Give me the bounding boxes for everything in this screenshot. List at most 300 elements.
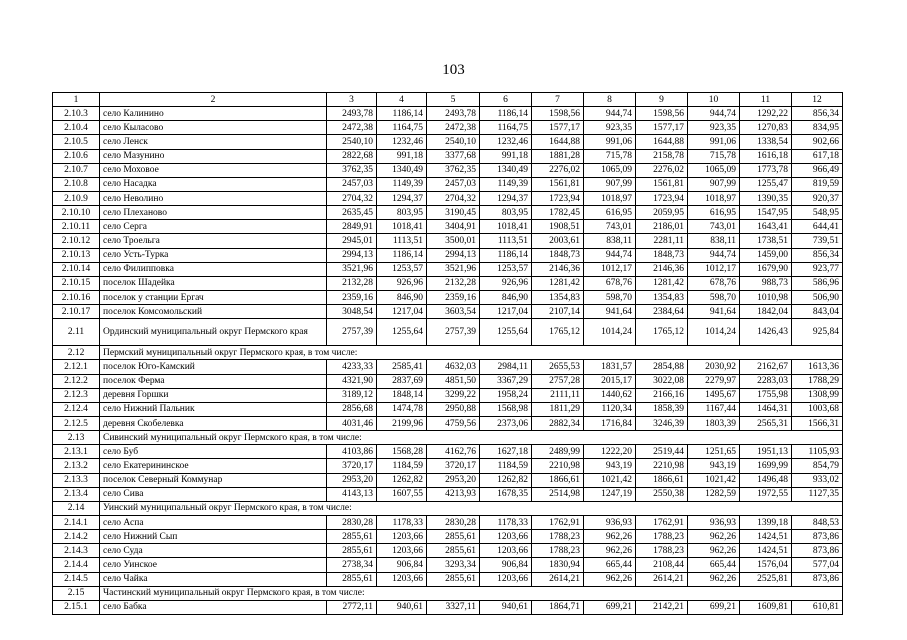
row-code: 2.10.5 [53, 135, 100, 149]
value-cell: 1294,37 [377, 191, 427, 205]
value-cell: 1232,46 [480, 135, 532, 149]
value-cell: 991,18 [480, 149, 532, 163]
value-cell: 2279,97 [688, 374, 740, 388]
value-cell: 4233,33 [327, 360, 377, 374]
value-cell: 1738,51 [740, 234, 792, 248]
value-cell: 843,04 [792, 305, 843, 319]
value-cell: 944,74 [584, 107, 636, 121]
locality-name: село Кыласово [100, 121, 327, 135]
value-cell: 3404,91 [427, 220, 480, 234]
value-cell: 1247,19 [584, 487, 636, 501]
value-cell: 1866,61 [532, 473, 584, 487]
value-cell: 616,95 [584, 206, 636, 220]
value-cell: 617,18 [792, 149, 843, 163]
table-row [53, 305, 843, 319]
value-cell: 3246,39 [636, 416, 688, 430]
value-cell: 1831,57 [584, 360, 636, 374]
locality-name: село Буб [100, 445, 327, 459]
value-cell: 3299,22 [427, 388, 480, 402]
locality-name: село Бабка [100, 600, 327, 614]
value-cell: 1788,23 [636, 544, 688, 558]
value-cell: 926,96 [377, 276, 427, 290]
value-cell: 2757,39 [327, 319, 377, 346]
table-row [53, 487, 843, 501]
value-cell: 1459,00 [740, 248, 792, 262]
value-cell: 1881,28 [532, 149, 584, 163]
value-cell: 1609,81 [740, 600, 792, 614]
locality-name: село Неволино [100, 191, 327, 205]
table-row [53, 600, 843, 614]
table-row [53, 177, 843, 191]
value-cell: 1424,51 [740, 544, 792, 558]
locality-name: село Ленск [100, 135, 327, 149]
value-cell: 1723,94 [636, 191, 688, 205]
value-cell: 1842,04 [740, 305, 792, 319]
value-cell: 966,49 [792, 163, 843, 177]
value-cell: 1262,82 [377, 473, 427, 487]
value-cell: 2585,41 [377, 360, 427, 374]
value-cell: 936,93 [584, 515, 636, 529]
value-cell: 1164,75 [480, 121, 532, 135]
value-cell: 848,53 [792, 515, 843, 529]
table-row [53, 191, 843, 205]
value-cell: 2132,28 [427, 276, 480, 290]
value-cell: 1426,43 [740, 319, 792, 346]
value-cell: 2540,10 [327, 135, 377, 149]
header-cell: 5 [427, 93, 480, 107]
locality-name: село Моховое [100, 163, 327, 177]
locality-name: село Калинино [100, 107, 327, 121]
value-cell: 907,99 [688, 177, 740, 191]
value-cell: 1178,33 [480, 515, 532, 529]
value-cell: 1253,57 [377, 262, 427, 276]
value-cell: 926,96 [480, 276, 532, 290]
value-cell: 803,95 [377, 206, 427, 220]
value-cell: 2158,78 [636, 149, 688, 163]
value-cell: 2132,28 [327, 276, 377, 290]
table-row [53, 206, 843, 220]
value-cell: 1065,09 [688, 163, 740, 177]
value-cell: 941,64 [688, 305, 740, 319]
locality-name: село Плеханово [100, 206, 327, 220]
value-cell: 1186,14 [480, 107, 532, 121]
locality-name: деревня Горшки [100, 388, 327, 402]
value-cell: 2276,02 [532, 163, 584, 177]
value-cell: 1866,61 [636, 473, 688, 487]
section-row [53, 346, 843, 360]
value-cell: 2210,98 [636, 459, 688, 473]
section-title: Уинский муниципальный округ Пермского края, в том числе: [100, 501, 843, 515]
value-cell: 1723,94 [532, 191, 584, 205]
locality-name: село Екатерининское [100, 459, 327, 473]
value-cell: 3521,96 [327, 262, 377, 276]
value-cell: 920,37 [792, 191, 843, 205]
value-cell: 1065,09 [584, 163, 636, 177]
value-cell: 715,78 [688, 149, 740, 163]
value-cell: 1184,59 [377, 459, 427, 473]
table-row [53, 515, 843, 529]
value-cell: 1203,66 [480, 572, 532, 586]
table-row [53, 234, 843, 248]
value-cell: 1788,23 [636, 530, 688, 544]
value-cell: 3762,35 [327, 163, 377, 177]
table-row [53, 445, 843, 459]
value-cell: 1788,29 [792, 374, 843, 388]
value-cell: 2704,32 [327, 191, 377, 205]
value-cell: 1561,81 [532, 177, 584, 191]
value-cell: 2519,44 [636, 445, 688, 459]
locality-name: село Серга [100, 220, 327, 234]
value-cell: 1627,18 [480, 445, 532, 459]
value-cell: 819,59 [792, 177, 843, 191]
value-cell: 1217,04 [377, 305, 427, 319]
row-code: 2.10.13 [53, 248, 100, 262]
value-cell: 2855,61 [427, 530, 480, 544]
row-code: 2.14.4 [53, 558, 100, 572]
value-cell: 2186,01 [636, 220, 688, 234]
value-cell: 1184,59 [480, 459, 532, 473]
value-cell: 4143,13 [327, 487, 377, 501]
value-cell: 962,26 [584, 530, 636, 544]
value-cell: 1577,17 [636, 121, 688, 135]
value-cell: 3377,68 [427, 149, 480, 163]
row-code: 2.10.4 [53, 121, 100, 135]
value-cell: 743,01 [584, 220, 636, 234]
value-cell: 873,86 [792, 544, 843, 558]
row-code: 2.12.5 [53, 416, 100, 430]
value-cell: 1012,17 [584, 262, 636, 276]
value-cell: 3327,11 [427, 600, 480, 614]
row-code: 2.12.1 [53, 360, 100, 374]
value-cell: 699,21 [584, 600, 636, 614]
value-cell: 2738,34 [327, 558, 377, 572]
value-cell: 4321,90 [327, 374, 377, 388]
value-cell: 1858,39 [636, 402, 688, 416]
value-cell: 925,84 [792, 319, 843, 346]
row-code: 2.10.17 [53, 305, 100, 319]
value-cell: 1203,66 [377, 530, 427, 544]
value-cell: 2059,95 [636, 206, 688, 220]
value-cell: 1012,17 [688, 262, 740, 276]
value-cell: 1308,99 [792, 388, 843, 402]
value-cell: 2565,31 [740, 416, 792, 430]
locality-name: деревня Скобелевка [100, 416, 327, 430]
value-cell: 991,18 [377, 149, 427, 163]
value-cell: 3048,54 [327, 305, 377, 319]
value-cell: 2457,03 [327, 177, 377, 191]
table-row [53, 360, 843, 374]
value-cell: 944,74 [688, 248, 740, 262]
header-cell: 11 [740, 93, 792, 107]
value-cell: 506,90 [792, 290, 843, 304]
value-cell: 1474,78 [377, 402, 427, 416]
value-cell: 2855,61 [427, 572, 480, 586]
value-cell: 4213,93 [427, 487, 480, 501]
value-cell: 699,21 [688, 600, 740, 614]
value-cell: 4759,56 [427, 416, 480, 430]
value-cell: 1178,33 [377, 515, 427, 529]
value-cell: 586,96 [792, 276, 843, 290]
value-cell: 1390,35 [740, 191, 792, 205]
value-cell: 3762,35 [427, 163, 480, 177]
table-row [53, 276, 843, 290]
row-code: 2.10.16 [53, 290, 100, 304]
header-cell: 4 [377, 93, 427, 107]
locality-name: село Сива [100, 487, 327, 501]
value-cell: 1613,36 [792, 360, 843, 374]
locality-name: Ординский муниципальный округ Пермского края [100, 319, 327, 346]
row-code: 2.12.3 [53, 388, 100, 402]
value-cell: 4103,86 [327, 445, 377, 459]
value-cell: 2373,06 [480, 416, 532, 430]
value-cell: 2550,38 [636, 487, 688, 501]
value-cell: 1120,34 [584, 402, 636, 416]
value-cell: 1186,14 [377, 107, 427, 121]
table-row [53, 121, 843, 135]
header-cell: 8 [584, 93, 636, 107]
value-cell: 2855,61 [327, 530, 377, 544]
value-cell: 1762,91 [532, 515, 584, 529]
value-cell: 2210,98 [532, 459, 584, 473]
value-cell: 2283,03 [740, 374, 792, 388]
row-code: 2.15.1 [53, 600, 100, 614]
value-cell: 2472,38 [327, 121, 377, 135]
value-cell: 2166,16 [636, 388, 688, 402]
locality-name: село Нижний Пальник [100, 402, 327, 416]
value-cell: 1354,83 [532, 290, 584, 304]
table-row [53, 459, 843, 473]
value-cell: 2855,61 [327, 544, 377, 558]
value-cell: 2757,28 [532, 374, 584, 388]
row-code: 2.10.11 [53, 220, 100, 234]
value-cell: 1255,64 [377, 319, 427, 346]
value-cell: 1281,42 [636, 276, 688, 290]
value-cell: 923,35 [584, 121, 636, 135]
value-cell: 4851,50 [427, 374, 480, 388]
value-cell: 2359,16 [327, 290, 377, 304]
value-cell: 2855,61 [427, 544, 480, 558]
value-cell: 1292,22 [740, 107, 792, 121]
value-cell: 1018,97 [688, 191, 740, 205]
section-title: Пермский муниципальный округ Пермского края, в том числе: [100, 346, 843, 360]
value-cell: 2281,11 [636, 234, 688, 248]
row-code: 2.10.3 [53, 107, 100, 121]
value-cell: 1281,42 [532, 276, 584, 290]
value-cell: 1018,97 [584, 191, 636, 205]
value-cell: 2950,88 [427, 402, 480, 416]
value-cell: 1203,66 [377, 572, 427, 586]
table-row [53, 530, 843, 544]
value-cell: 944,74 [584, 248, 636, 262]
value-cell: 902,66 [792, 135, 843, 149]
value-cell: 1338,54 [740, 135, 792, 149]
value-cell: 2003,61 [532, 234, 584, 248]
value-cell: 3189,12 [327, 388, 377, 402]
value-cell: 1788,23 [532, 544, 584, 558]
value-cell: 2142,21 [636, 600, 688, 614]
value-cell: 3022,08 [636, 374, 688, 388]
value-cell: 665,44 [688, 558, 740, 572]
value-cell: 1354,83 [636, 290, 688, 304]
value-cell: 1010,98 [740, 290, 792, 304]
value-cell: 1644,88 [636, 135, 688, 149]
value-cell: 988,73 [740, 276, 792, 290]
value-cell: 1803,39 [688, 416, 740, 430]
value-cell: 743,01 [688, 220, 740, 234]
value-cell: 2384,64 [636, 305, 688, 319]
value-cell: 1203,66 [480, 530, 532, 544]
row-code: 2.12.2 [53, 374, 100, 388]
value-cell: 1773,78 [740, 163, 792, 177]
locality-name: село Насадка [100, 177, 327, 191]
value-cell: 1399,18 [740, 515, 792, 529]
value-cell: 1848,73 [532, 248, 584, 262]
header-cell: 1 [53, 93, 100, 107]
value-cell: 644,41 [792, 220, 843, 234]
value-cell: 943,19 [688, 459, 740, 473]
section-title: Сивинский муниципальный округ Пермского края, в том числе: [100, 431, 843, 445]
table-row [53, 135, 843, 149]
value-cell: 1018,41 [480, 220, 532, 234]
value-cell: 991,06 [688, 135, 740, 149]
value-cell: 2146,36 [532, 262, 584, 276]
value-cell: 856,34 [792, 248, 843, 262]
value-cell: 1495,67 [688, 388, 740, 402]
value-cell: 2984,11 [480, 360, 532, 374]
value-cell: 1607,55 [377, 487, 427, 501]
value-cell: 1755,98 [740, 388, 792, 402]
value-cell: 1848,14 [377, 388, 427, 402]
value-cell: 1186,14 [480, 248, 532, 262]
row-code: 2.14.3 [53, 544, 100, 558]
locality-name: село Усть-Турка [100, 248, 327, 262]
value-cell: 2994,13 [427, 248, 480, 262]
value-cell: 1643,41 [740, 220, 792, 234]
value-cell: 1765,12 [532, 319, 584, 346]
row-code: 2.10.12 [53, 234, 100, 248]
locality-name: село Мазунино [100, 149, 327, 163]
value-cell: 598,70 [688, 290, 740, 304]
row-code: 2.10.7 [53, 163, 100, 177]
value-cell: 4632,03 [427, 360, 480, 374]
value-cell: 1616,18 [740, 149, 792, 163]
value-cell: 1127,35 [792, 487, 843, 501]
value-cell: 1262,82 [480, 473, 532, 487]
value-cell: 1203,66 [480, 544, 532, 558]
header-cell: 2 [100, 93, 327, 107]
value-cell: 1716,84 [584, 416, 636, 430]
value-cell: 838,11 [688, 234, 740, 248]
value-cell: 1424,51 [740, 530, 792, 544]
value-cell: 940,61 [377, 600, 427, 614]
value-cell: 923,35 [688, 121, 740, 135]
page-number: 103 [442, 62, 465, 78]
table-row [53, 248, 843, 262]
table-row [53, 473, 843, 487]
value-cell: 1598,56 [636, 107, 688, 121]
row-code: 2.14.1 [53, 515, 100, 529]
value-cell: 678,76 [584, 276, 636, 290]
value-cell: 803,95 [480, 206, 532, 220]
section-title: Частинский муниципальный округ Пермского края, в том числе: [100, 586, 843, 600]
table-row [53, 558, 843, 572]
value-cell: 1021,42 [584, 473, 636, 487]
value-cell: 2855,61 [327, 572, 377, 586]
table-row [53, 388, 843, 402]
value-cell: 1270,83 [740, 121, 792, 135]
table-row [53, 544, 843, 558]
value-cell: 1203,66 [377, 544, 427, 558]
value-cell: 1149,39 [480, 177, 532, 191]
row-code: 2.13.4 [53, 487, 100, 501]
value-cell: 1811,29 [532, 402, 584, 416]
locality-name: поселок у станции Ергач [100, 290, 327, 304]
value-cell: 1577,17 [532, 121, 584, 135]
table-row [53, 319, 843, 346]
value-cell: 2359,16 [427, 290, 480, 304]
value-cell: 962,26 [688, 530, 740, 544]
value-cell: 2849,91 [327, 220, 377, 234]
value-cell: 2953,20 [327, 473, 377, 487]
value-cell: 1251,65 [688, 445, 740, 459]
value-cell: 2146,36 [636, 262, 688, 276]
value-cell: 1951,13 [740, 445, 792, 459]
value-cell: 1440,62 [584, 388, 636, 402]
value-cell: 936,93 [688, 515, 740, 529]
value-cell: 3293,34 [427, 558, 480, 572]
value-cell: 3190,45 [427, 206, 480, 220]
value-cell: 678,76 [688, 276, 740, 290]
value-cell: 1253,57 [480, 262, 532, 276]
row-code: 2.11 [53, 319, 100, 346]
section-code: 2.15 [53, 586, 100, 600]
value-cell: 1598,56 [532, 107, 584, 121]
value-cell: 1972,55 [740, 487, 792, 501]
value-cell: 1678,35 [480, 487, 532, 501]
value-cell: 1164,75 [377, 121, 427, 135]
header-cell: 3 [327, 93, 377, 107]
value-cell: 2111,11 [532, 388, 584, 402]
value-cell: 962,26 [584, 544, 636, 558]
value-cell: 846,90 [377, 290, 427, 304]
value-cell: 2457,03 [427, 177, 480, 191]
value-cell: 1105,93 [792, 445, 843, 459]
section-row [53, 431, 843, 445]
section-row [53, 586, 843, 600]
value-cell: 1568,28 [377, 445, 427, 459]
row-code: 2.10.14 [53, 262, 100, 276]
header-cell: 10 [688, 93, 740, 107]
row-code: 2.14.5 [53, 572, 100, 586]
value-cell: 2830,28 [427, 515, 480, 529]
value-cell: 1762,91 [636, 515, 688, 529]
value-cell: 2514,98 [532, 487, 584, 501]
value-cell: 1576,04 [740, 558, 792, 572]
value-cell: 548,95 [792, 206, 843, 220]
row-code: 2.10.8 [53, 177, 100, 191]
value-cell: 2854,88 [636, 360, 688, 374]
value-cell: 906,84 [377, 558, 427, 572]
value-cell: 2493,78 [427, 107, 480, 121]
locality-name: село Троельга [100, 234, 327, 248]
locality-name: поселок Северный Коммунар [100, 473, 327, 487]
header-cell: 12 [792, 93, 843, 107]
value-cell: 1014,24 [584, 319, 636, 346]
value-cell: 2837,69 [377, 374, 427, 388]
value-cell: 2525,81 [740, 572, 792, 586]
value-cell: 3603,54 [427, 305, 480, 319]
value-cell: 856,34 [792, 107, 843, 121]
